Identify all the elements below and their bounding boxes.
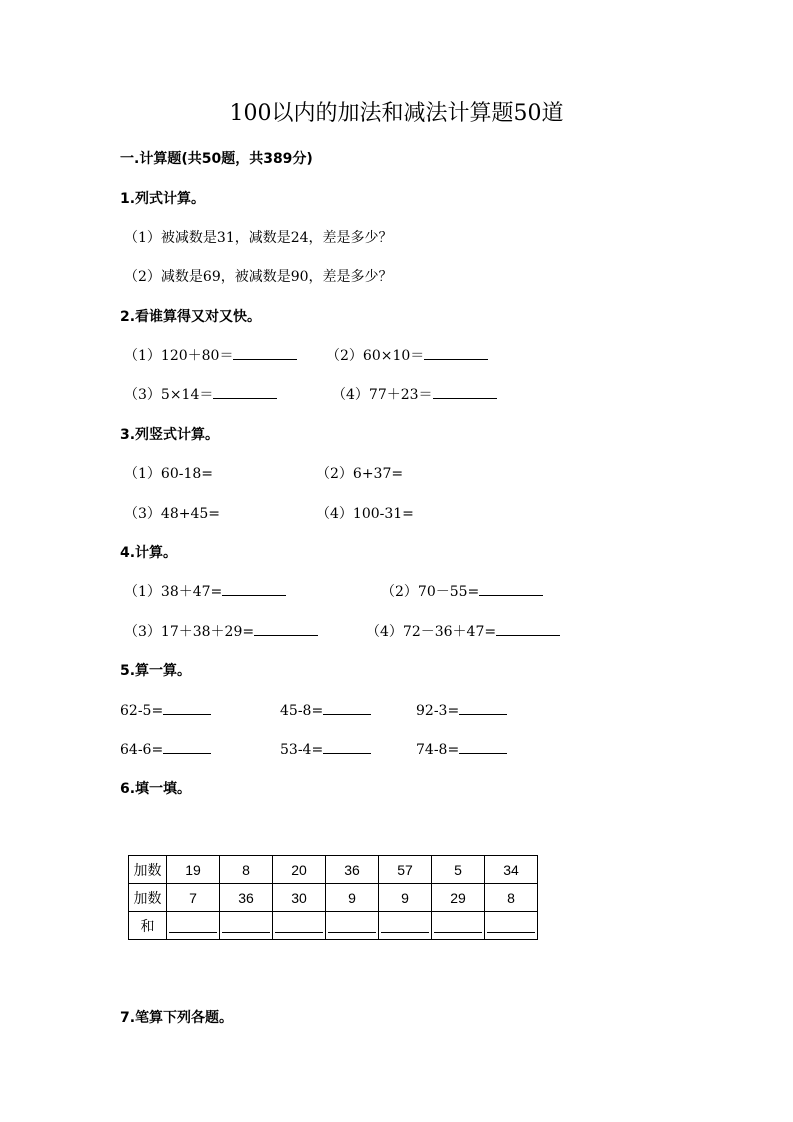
- answer-blank[interactable]: [459, 739, 507, 754]
- answer-blank[interactable]: [328, 916, 376, 933]
- question-2-item-1: [124, 345, 297, 365]
- table-row: [129, 856, 538, 884]
- answer-blank[interactable]: [487, 916, 535, 933]
- table-cell: 5: [432, 856, 485, 884]
- question-2-item-4: [332, 384, 497, 404]
- table-cell[interactable]: [432, 912, 485, 940]
- table-cell: 8: [485, 884, 538, 912]
- question-4-item-3-text: （3）17＋38＋29=: [124, 624, 255, 640]
- question-1-item-1: （1）被减数是31，减数是24，差是多少？: [124, 230, 393, 246]
- answer-blank[interactable]: [479, 581, 543, 596]
- table-cell[interactable]: [379, 912, 432, 940]
- question-4-item-2-text: （2）70－55=: [381, 584, 480, 600]
- question-4-item-4: [366, 621, 560, 641]
- table-cell: 9: [379, 884, 432, 912]
- question-2-heading: 2.看谁算得又对又快。: [120, 309, 262, 325]
- question-5-item-4: [120, 739, 211, 758]
- question-5-item-6-text: 74-8=: [416, 742, 460, 758]
- table-cell: 29: [432, 884, 485, 912]
- question-5-item-3-text: 92-3=: [416, 703, 460, 719]
- question-2-item-2-text: （2）60×10＝: [326, 348, 425, 364]
- question-3-item-1: （1）60-18=: [124, 466, 213, 482]
- table-cell[interactable]: [273, 912, 326, 940]
- question-1-item-2: （2）减数是69，被减数是90，差是多少？: [124, 269, 393, 285]
- answer-blank[interactable]: [213, 384, 277, 399]
- answer-blank[interactable]: [434, 916, 482, 933]
- question-2-item-1-text: （1）120＋80＝: [124, 348, 234, 364]
- table-row: [129, 884, 538, 912]
- table-cell: 34: [485, 856, 538, 884]
- question-5-item-5: [280, 739, 371, 758]
- answer-blank[interactable]: [381, 916, 429, 933]
- answer-blank[interactable]: [433, 384, 497, 399]
- question-4-item-4-text: （4）72－36＋47=: [366, 624, 497, 640]
- question-4-item-1: [124, 581, 286, 601]
- table-cell[interactable]: [326, 912, 379, 940]
- question-7-heading: 7.笔算下列各题。: [120, 1010, 234, 1026]
- question-4-item-1-text: （1）38＋47=: [124, 584, 223, 600]
- table-cell: 20: [273, 856, 326, 884]
- question-4-heading: 4.计算。: [120, 545, 178, 561]
- question-5-item-1: [120, 700, 211, 719]
- table-cell: 30: [273, 884, 326, 912]
- question-1-heading: 1.列式计算。: [120, 191, 206, 207]
- table-cell: 36: [220, 884, 273, 912]
- fill-table: [128, 855, 538, 940]
- answer-blank[interactable]: [323, 700, 371, 715]
- answer-blank[interactable]: [233, 345, 297, 360]
- answer-blank[interactable]: [496, 621, 560, 636]
- question-2-item-4-text: （4）77＋23＝: [332, 387, 433, 403]
- answer-blank[interactable]: [163, 739, 211, 754]
- page-title: 100以内的加法和减法计算题50道: [229, 101, 564, 126]
- answer-blank[interactable]: [424, 345, 488, 360]
- question-5-item-5-text: 53-4=: [280, 742, 324, 758]
- question-3-item-3: （3）48+45=: [124, 506, 220, 522]
- section-heading: 一.计算题(共50题，共389分): [120, 151, 313, 167]
- answer-blank[interactable]: [163, 700, 211, 715]
- table-cell[interactable]: [220, 912, 273, 940]
- answer-blank[interactable]: [275, 916, 323, 933]
- question-2-item-3: [124, 384, 277, 404]
- question-3-item-2: （2）6+37=: [316, 466, 404, 482]
- table-cell: 8: [220, 856, 273, 884]
- table-cell: 19: [167, 856, 220, 884]
- table-row-label: 和: [129, 912, 167, 940]
- table-cell: 7: [167, 884, 220, 912]
- question-5-item-2-text: 45-8=: [280, 703, 324, 719]
- question-2-item-2: [326, 345, 488, 365]
- table-row-label: 加数: [129, 884, 167, 912]
- table-row: [129, 912, 538, 940]
- answer-blank[interactable]: [459, 700, 507, 715]
- question-5-item-6: [416, 739, 507, 758]
- question-3-heading: 3.列竖式计算。: [120, 427, 220, 443]
- answer-blank[interactable]: [222, 916, 270, 933]
- question-6-heading: 6.填一填。: [120, 781, 192, 797]
- answer-blank[interactable]: [169, 916, 217, 933]
- answer-blank[interactable]: [254, 621, 318, 636]
- table-cell: 9: [326, 884, 379, 912]
- question-4-item-3: [124, 621, 318, 641]
- table-cell[interactable]: [485, 912, 538, 940]
- table-cell: 36: [326, 856, 379, 884]
- table-cell: 57: [379, 856, 432, 884]
- question-5-item-1-text: 62-5=: [120, 703, 164, 719]
- question-2-item-3-text: （3）5×14＝: [124, 387, 214, 403]
- question-5-heading: 5.算一算。: [120, 663, 192, 679]
- question-3-item-4: （4）100-31=: [316, 506, 414, 522]
- question-5-item-4-text: 64-6=: [120, 742, 164, 758]
- answer-blank[interactable]: [323, 739, 371, 754]
- question-5-item-3: [416, 700, 507, 719]
- question-5-item-2: [280, 700, 371, 719]
- table-row-label: 加数: [129, 856, 167, 884]
- question-4-item-2: [381, 581, 543, 601]
- table-cell[interactable]: [167, 912, 220, 940]
- answer-blank[interactable]: [222, 581, 286, 596]
